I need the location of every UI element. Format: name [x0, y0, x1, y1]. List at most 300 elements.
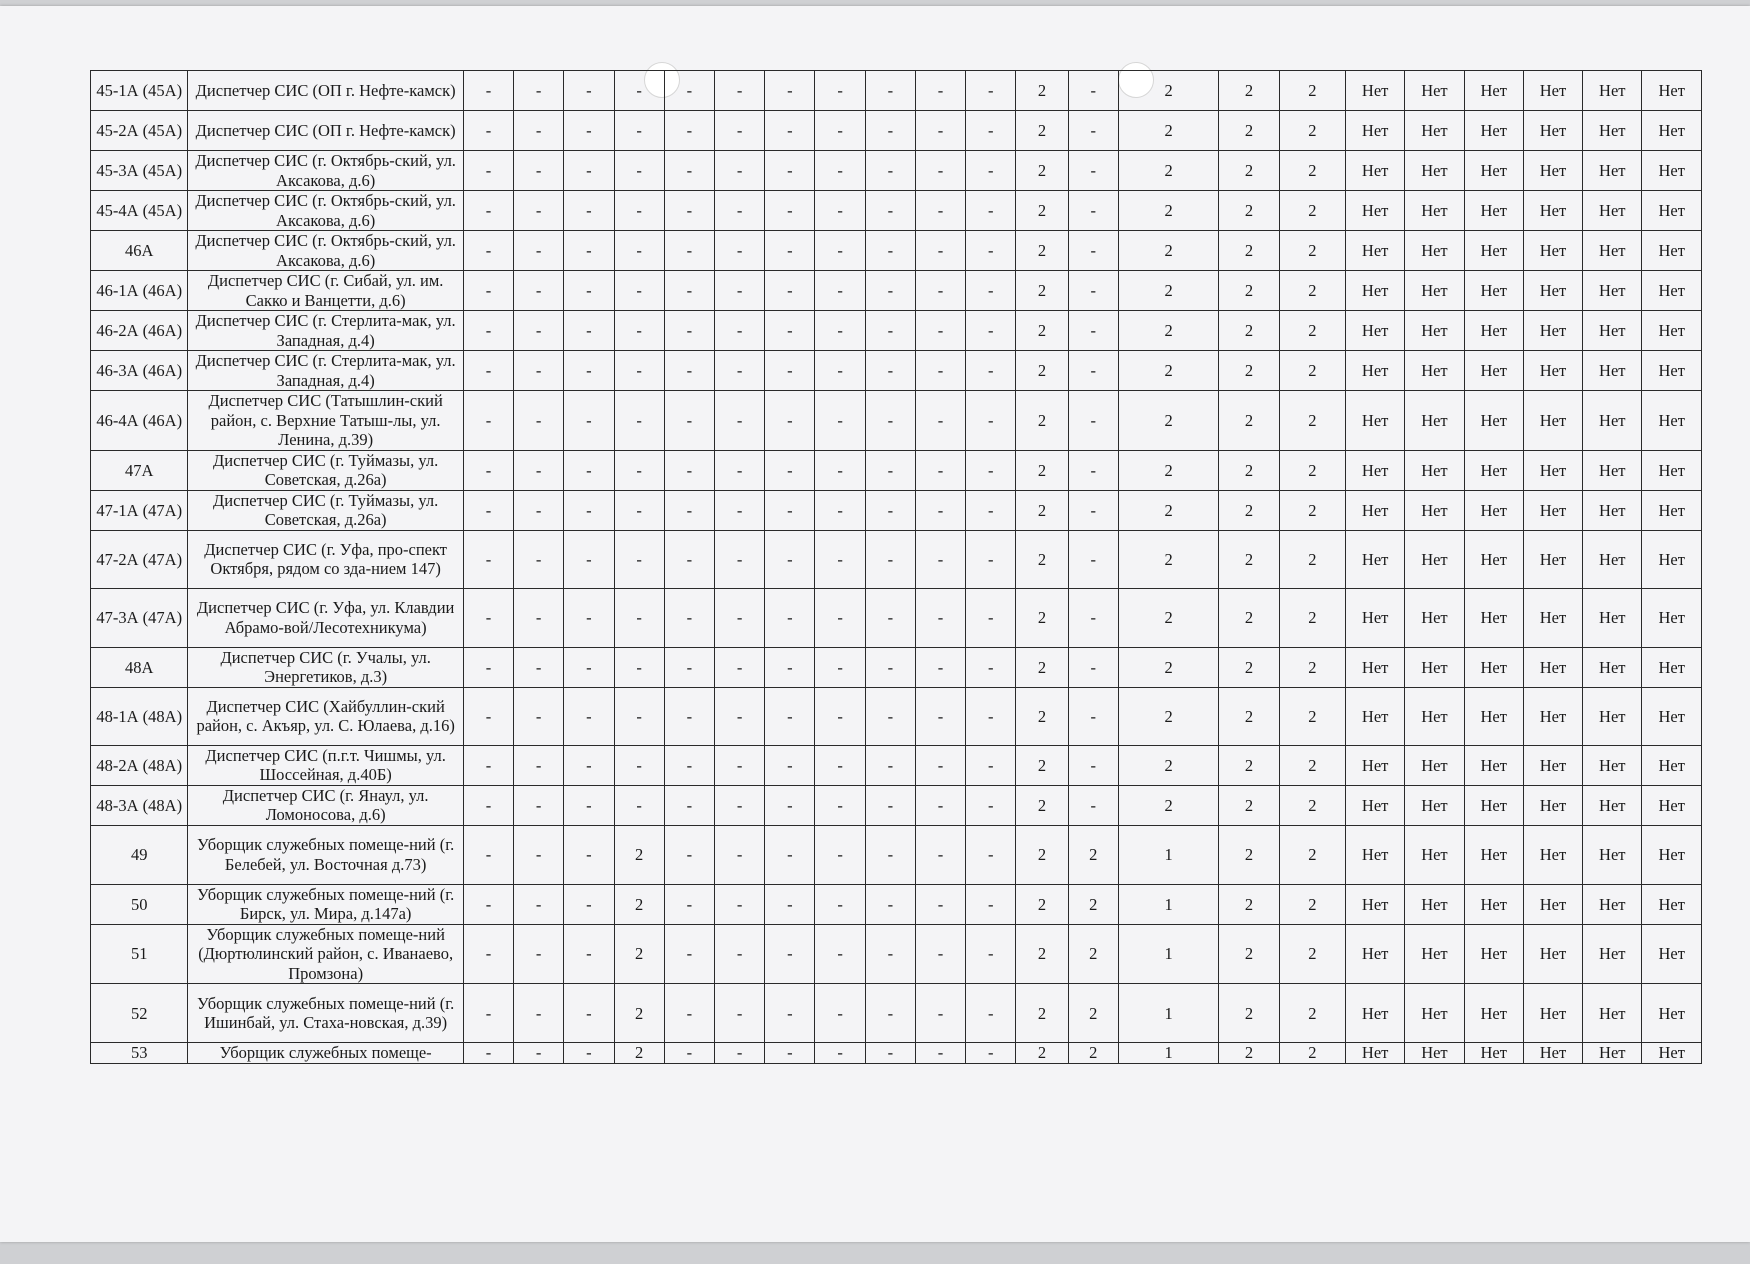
value-cell: Нет: [1642, 1043, 1702, 1064]
value-cell: -: [865, 490, 915, 530]
value-cell: -: [564, 530, 614, 588]
value-cell: Нет: [1346, 745, 1405, 785]
value-cell: -: [765, 490, 815, 530]
value-cell: -: [463, 1043, 513, 1064]
value-cell: Нет: [1642, 351, 1702, 391]
value-cell: Нет: [1642, 647, 1702, 687]
value-cell: -: [664, 391, 714, 451]
value-cell: -: [564, 687, 614, 745]
value-cell: -: [614, 687, 664, 745]
value-cell: -: [915, 151, 965, 191]
table-row: [91, 924, 1702, 984]
value-cell: -: [815, 647, 865, 687]
value-cell: Нет: [1583, 151, 1642, 191]
position-description-cell: Диспетчер СИС (Хайбуллин-ский район, с. Акъяр, ул. С. Юлаева, д.16): [188, 687, 463, 745]
value-cell: 2: [1118, 530, 1218, 588]
value-cell: -: [463, 785, 513, 825]
value-cell: -: [915, 71, 965, 111]
value-cell: 2: [1219, 231, 1279, 271]
value-cell: 2: [1016, 530, 1068, 588]
value-cell: Нет: [1464, 71, 1523, 111]
value-cell: Нет: [1642, 490, 1702, 530]
row-number-cell: 46-1А (46А): [91, 271, 188, 311]
value-cell: -: [664, 647, 714, 687]
value-cell: -: [463, 311, 513, 351]
position-description-cell: Диспетчер СИС (г. Янаул, ул. Ломоносова, д.6): [188, 785, 463, 825]
value-cell: -: [815, 785, 865, 825]
value-cell: -: [765, 450, 815, 490]
value-cell: -: [966, 1043, 1016, 1064]
value-cell: -: [865, 111, 915, 151]
value-cell: 2: [1068, 1043, 1118, 1064]
value-cell: Нет: [1642, 391, 1702, 451]
value-cell: Нет: [1583, 111, 1642, 151]
value-cell: -: [715, 71, 765, 111]
value-cell: 2: [1279, 271, 1345, 311]
value-cell: -: [514, 391, 564, 451]
value-cell: Нет: [1346, 984, 1405, 1043]
value-cell: -: [1068, 71, 1118, 111]
value-cell: 2: [1118, 351, 1218, 391]
value-cell: -: [463, 450, 513, 490]
value-cell: 2: [1279, 351, 1345, 391]
row-number-cell: 46-3А (46А): [91, 351, 188, 391]
value-cell: Нет: [1523, 785, 1582, 825]
value-cell: -: [514, 588, 564, 647]
value-cell: Нет: [1642, 271, 1702, 311]
row-number-cell: 46-2А (46А): [91, 311, 188, 351]
value-cell: Нет: [1405, 71, 1464, 111]
value-cell: Нет: [1346, 530, 1405, 588]
value-cell: -: [966, 924, 1016, 984]
value-cell: -: [966, 745, 1016, 785]
value-cell: -: [915, 1043, 965, 1064]
row-number-cell: 48А: [91, 647, 188, 687]
position-description-cell: Диспетчер СИС (г. Уфа, про-спект Октября, рядом со зда-нием 147): [188, 530, 463, 588]
value-cell: -: [865, 745, 915, 785]
value-cell: -: [715, 924, 765, 984]
value-cell: Нет: [1346, 647, 1405, 687]
value-cell: 2: [1279, 1043, 1345, 1064]
value-cell: -: [966, 884, 1016, 924]
value-cell: -: [463, 231, 513, 271]
value-cell: Нет: [1405, 311, 1464, 351]
value-cell: -: [664, 530, 714, 588]
value-cell: 2: [1016, 71, 1068, 111]
position-description-cell: Диспетчер СИС (Татышлин-ский район, с. Верхние Татыш-лы, ул. Ленина, д.39): [188, 391, 463, 451]
value-cell: -: [915, 351, 965, 391]
value-cell: -: [915, 391, 965, 451]
row-number-cell: 46-4А (46А): [91, 391, 188, 451]
value-cell: 2: [1279, 490, 1345, 530]
value-cell: -: [1068, 450, 1118, 490]
row-number-cell: 45-3А (45А): [91, 151, 188, 191]
value-cell: Нет: [1464, 785, 1523, 825]
table-row: [91, 588, 1702, 647]
value-cell: -: [815, 111, 865, 151]
value-cell: Нет: [1642, 924, 1702, 984]
value-cell: -: [715, 450, 765, 490]
value-cell: 2: [1016, 588, 1068, 647]
table-row: [91, 1043, 1702, 1064]
value-cell: Нет: [1405, 151, 1464, 191]
value-cell: -: [715, 530, 765, 588]
value-cell: Нет: [1523, 1043, 1582, 1064]
value-cell: Нет: [1642, 785, 1702, 825]
value-cell: Нет: [1642, 311, 1702, 351]
value-cell: Нет: [1405, 647, 1464, 687]
value-cell: -: [564, 588, 614, 647]
value-cell: 2: [1118, 745, 1218, 785]
value-cell: -: [614, 530, 664, 588]
row-number-cell: 45-1А (45А): [91, 71, 188, 111]
row-number-cell: 45-2А (45А): [91, 111, 188, 151]
value-cell: -: [865, 530, 915, 588]
value-cell: 2: [1016, 884, 1068, 924]
value-cell: Нет: [1464, 745, 1523, 785]
value-cell: -: [815, 231, 865, 271]
value-cell: Нет: [1583, 984, 1642, 1043]
table-row: [91, 687, 1702, 745]
value-cell: -: [715, 391, 765, 451]
value-cell: 1: [1118, 825, 1218, 884]
value-cell: -: [1068, 490, 1118, 530]
value-cell: 2: [1016, 311, 1068, 351]
value-cell: -: [865, 825, 915, 884]
value-cell: Нет: [1583, 191, 1642, 231]
value-cell: 2: [1016, 490, 1068, 530]
value-cell: -: [514, 71, 564, 111]
value-cell: -: [614, 647, 664, 687]
value-cell: -: [715, 231, 765, 271]
row-number-cell: 47-3А (47А): [91, 588, 188, 647]
value-cell: -: [966, 311, 1016, 351]
value-cell: -: [715, 271, 765, 311]
value-cell: -: [463, 884, 513, 924]
value-cell: Нет: [1405, 450, 1464, 490]
value-cell: Нет: [1464, 647, 1523, 687]
value-cell: 2: [1219, 111, 1279, 151]
position-description-cell: Диспетчер СИС (г. Стерлита-мак, ул. Западная, д.4): [188, 311, 463, 351]
value-cell: 2: [1279, 687, 1345, 745]
value-cell: -: [915, 687, 965, 745]
value-cell: 2: [1016, 984, 1068, 1043]
value-cell: -: [514, 351, 564, 391]
value-cell: -: [564, 924, 614, 984]
value-cell: 2: [1118, 151, 1218, 191]
value-cell: Нет: [1583, 311, 1642, 351]
value-cell: -: [966, 111, 1016, 151]
value-cell: -: [966, 391, 1016, 451]
value-cell: Нет: [1523, 687, 1582, 745]
table-row: [91, 450, 1702, 490]
value-cell: -: [865, 924, 915, 984]
value-cell: Нет: [1583, 588, 1642, 647]
value-cell: -: [915, 191, 965, 231]
value-cell: Нет: [1523, 311, 1582, 351]
value-cell: -: [614, 111, 664, 151]
value-cell: 1: [1118, 924, 1218, 984]
value-cell: Нет: [1583, 450, 1642, 490]
value-cell: -: [514, 191, 564, 231]
value-cell: -: [815, 530, 865, 588]
value-cell: -: [1068, 351, 1118, 391]
value-cell: Нет: [1642, 450, 1702, 490]
value-cell: Нет: [1405, 351, 1464, 391]
value-cell: Нет: [1346, 391, 1405, 451]
value-cell: 2: [1279, 311, 1345, 351]
value-cell: Нет: [1583, 687, 1642, 745]
value-cell: Нет: [1523, 391, 1582, 451]
value-cell: -: [564, 271, 614, 311]
value-cell: -: [915, 231, 965, 271]
value-cell: 2: [1068, 884, 1118, 924]
value-cell: 2: [614, 825, 664, 884]
position-description-cell: Уборщик служебных помеще-ний (г. Бирск, ул. Мира, д.147а): [188, 884, 463, 924]
value-cell: Нет: [1642, 191, 1702, 231]
value-cell: 2: [1219, 391, 1279, 451]
value-cell: Нет: [1346, 351, 1405, 391]
value-cell: -: [815, 490, 865, 530]
value-cell: 2: [1016, 450, 1068, 490]
value-cell: -: [1068, 111, 1118, 151]
value-cell: Нет: [1405, 231, 1464, 271]
value-cell: Нет: [1405, 191, 1464, 231]
value-cell: -: [514, 271, 564, 311]
value-cell: -: [865, 450, 915, 490]
value-cell: Нет: [1583, 825, 1642, 884]
value-cell: Нет: [1464, 231, 1523, 271]
value-cell: 2: [1219, 687, 1279, 745]
value-cell: 2: [1068, 924, 1118, 984]
value-cell: 2: [1068, 825, 1118, 884]
value-cell: -: [614, 745, 664, 785]
row-number-cell: 47-1А (47А): [91, 490, 188, 530]
value-cell: 2: [1219, 1043, 1279, 1064]
value-cell: Нет: [1583, 271, 1642, 311]
value-cell: -: [514, 984, 564, 1043]
value-cell: 2: [1016, 271, 1068, 311]
value-cell: Нет: [1346, 71, 1405, 111]
value-cell: 2: [1219, 588, 1279, 647]
value-cell: -: [715, 311, 765, 351]
value-cell: Нет: [1642, 884, 1702, 924]
value-cell: -: [966, 351, 1016, 391]
value-cell: -: [815, 151, 865, 191]
table-row: [91, 311, 1702, 351]
value-cell: 2: [1219, 351, 1279, 391]
value-cell: 2: [1279, 111, 1345, 151]
value-cell: -: [715, 490, 765, 530]
value-cell: -: [463, 271, 513, 311]
value-cell: -: [715, 151, 765, 191]
value-cell: -: [915, 311, 965, 351]
position-description-cell: Диспетчер СИС (г. Уфа, ул. Клавдии Абрамо-вой/Лесотехникума): [188, 588, 463, 647]
value-cell: Нет: [1583, 490, 1642, 530]
value-cell: Нет: [1405, 785, 1464, 825]
value-cell: -: [765, 191, 815, 231]
value-cell: Нет: [1523, 745, 1582, 785]
value-cell: Нет: [1642, 687, 1702, 745]
value-cell: Нет: [1464, 984, 1523, 1043]
value-cell: 2: [1219, 647, 1279, 687]
value-cell: Нет: [1464, 191, 1523, 231]
value-cell: -: [614, 71, 664, 111]
value-cell: Нет: [1583, 785, 1642, 825]
value-cell: -: [966, 271, 1016, 311]
value-cell: 2: [1219, 924, 1279, 984]
value-cell: Нет: [1405, 530, 1464, 588]
value-cell: -: [514, 785, 564, 825]
value-cell: Нет: [1405, 271, 1464, 311]
value-cell: -: [514, 111, 564, 151]
value-cell: -: [1068, 745, 1118, 785]
value-cell: -: [915, 490, 965, 530]
value-cell: Нет: [1405, 687, 1464, 745]
value-cell: -: [765, 745, 815, 785]
value-cell: -: [463, 111, 513, 151]
table-row: [91, 271, 1702, 311]
value-cell: Нет: [1464, 687, 1523, 745]
value-cell: -: [463, 588, 513, 647]
value-cell: 2: [1016, 351, 1068, 391]
value-cell: -: [915, 647, 965, 687]
value-cell: Нет: [1642, 825, 1702, 884]
value-cell: -: [514, 647, 564, 687]
value-cell: 2: [1279, 588, 1345, 647]
value-cell: -: [865, 687, 915, 745]
value-cell: 1: [1118, 884, 1218, 924]
value-cell: 2: [1118, 231, 1218, 271]
value-cell: Нет: [1583, 391, 1642, 451]
value-cell: -: [966, 151, 1016, 191]
value-cell: -: [815, 745, 865, 785]
value-cell: 2: [614, 924, 664, 984]
position-description-cell: Уборщик служебных помеще-ний (Дюртюлинский район, с. Иванаево, Промзона): [188, 924, 463, 984]
value-cell: Нет: [1583, 924, 1642, 984]
value-cell: -: [514, 884, 564, 924]
value-cell: -: [865, 647, 915, 687]
value-cell: 2: [1279, 785, 1345, 825]
value-cell: -: [765, 351, 815, 391]
table-body: [91, 71, 1702, 1064]
value-cell: Нет: [1346, 111, 1405, 151]
value-cell: Нет: [1642, 111, 1702, 151]
position-description-cell: Диспетчер СИС (г. Туймазы, ул. Советская, д.26а): [188, 450, 463, 490]
value-cell: 2: [1219, 191, 1279, 231]
value-cell: -: [815, 450, 865, 490]
value-cell: 2: [1219, 450, 1279, 490]
value-cell: 2: [614, 1043, 664, 1064]
value-cell: 2: [1016, 647, 1068, 687]
value-cell: -: [915, 271, 965, 311]
value-cell: -: [815, 71, 865, 111]
value-cell: -: [966, 191, 1016, 231]
value-cell: -: [514, 745, 564, 785]
value-cell: Нет: [1405, 745, 1464, 785]
value-cell: -: [915, 111, 965, 151]
value-cell: -: [564, 647, 614, 687]
value-cell: -: [966, 71, 1016, 111]
row-number-cell: 50: [91, 884, 188, 924]
value-cell: 2: [1016, 687, 1068, 745]
value-cell: -: [815, 391, 865, 451]
value-cell: 2: [1016, 785, 1068, 825]
table-row: [91, 825, 1702, 884]
row-number-cell: 53: [91, 1043, 188, 1064]
value-cell: -: [715, 984, 765, 1043]
value-cell: -: [564, 231, 614, 271]
value-cell: Нет: [1405, 884, 1464, 924]
value-cell: -: [966, 530, 1016, 588]
value-cell: Нет: [1523, 924, 1582, 984]
value-cell: Нет: [1464, 588, 1523, 647]
value-cell: 2: [1118, 687, 1218, 745]
value-cell: -: [915, 984, 965, 1043]
value-cell: 2: [1279, 191, 1345, 231]
value-cell: Нет: [1523, 271, 1582, 311]
value-cell: -: [815, 351, 865, 391]
value-cell: 2: [1016, 1043, 1068, 1064]
value-cell: Нет: [1346, 1043, 1405, 1064]
table-row: [91, 111, 1702, 151]
value-cell: -: [715, 884, 765, 924]
value-cell: -: [815, 191, 865, 231]
value-cell: -: [564, 111, 614, 151]
value-cell: -: [915, 884, 965, 924]
value-cell: 2: [1118, 71, 1218, 111]
row-number-cell: 47А: [91, 450, 188, 490]
value-cell: -: [815, 984, 865, 1043]
value-cell: -: [1068, 191, 1118, 231]
value-cell: -: [966, 984, 1016, 1043]
value-cell: Нет: [1523, 884, 1582, 924]
position-description-cell: Уборщик служебных помеще-: [188, 1043, 463, 1064]
value-cell: 2: [1219, 271, 1279, 311]
value-cell: Нет: [1346, 231, 1405, 271]
value-cell: -: [715, 1043, 765, 1064]
value-cell: -: [463, 151, 513, 191]
value-cell: 2: [1279, 647, 1345, 687]
value-cell: -: [815, 311, 865, 351]
value-cell: -: [815, 924, 865, 984]
value-cell: -: [463, 71, 513, 111]
value-cell: Нет: [1642, 231, 1702, 271]
value-cell: -: [463, 984, 513, 1043]
value-cell: 2: [1118, 271, 1218, 311]
value-cell: -: [715, 687, 765, 745]
value-cell: -: [514, 825, 564, 884]
value-cell: -: [865, 391, 915, 451]
value-cell: Нет: [1405, 1043, 1464, 1064]
value-cell: Нет: [1464, 490, 1523, 530]
value-cell: -: [1068, 530, 1118, 588]
value-cell: Нет: [1642, 588, 1702, 647]
value-cell: 2: [1219, 884, 1279, 924]
value-cell: -: [614, 391, 664, 451]
value-cell: -: [865, 785, 915, 825]
value-cell: Нет: [1464, 530, 1523, 588]
value-cell: -: [463, 530, 513, 588]
position-description-cell: Диспетчер СИС (г. Октябрь-ский, ул. Аксакова, д.6): [188, 191, 463, 231]
table-row: [91, 231, 1702, 271]
value-cell: 2: [1118, 785, 1218, 825]
value-cell: -: [664, 311, 714, 351]
value-cell: -: [614, 490, 664, 530]
value-cell: -: [715, 588, 765, 647]
value-cell: -: [463, 647, 513, 687]
value-cell: -: [765, 884, 815, 924]
